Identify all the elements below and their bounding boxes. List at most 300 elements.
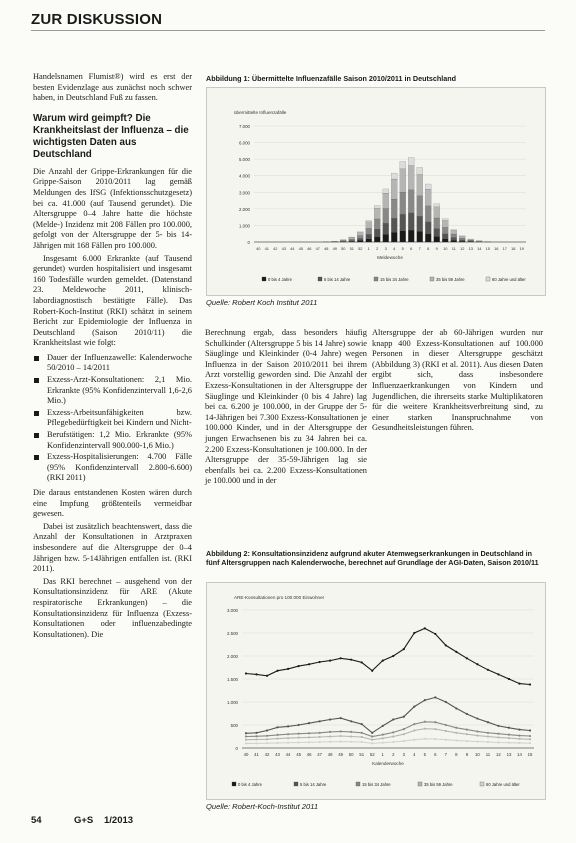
data-point [529,735,531,737]
data-point [350,720,352,722]
x-tick-label: 43 [281,246,286,251]
x-tick-label: 45 [296,752,301,757]
bar-segment [417,196,423,216]
bar-segment [408,230,414,242]
data-point [434,738,436,740]
data-point [319,732,321,734]
x-tick-label: 42 [273,246,278,251]
data-point [434,728,436,730]
data-point [287,733,289,735]
x-tick-label: 5 [401,246,404,251]
data-point [266,675,268,677]
data-point [529,742,531,744]
legend-swatch [418,782,422,786]
bar-segment [442,239,448,242]
paragraph-1: Die Anzahl der Grippe-Erkrankungen für die Grippe-Saison 2010/2011 lag gemäß Meldungen des IfSG (Infektionsschutzgesetz) bei ca. 41.000 (auf Tausend gerundet). Die Altersgruppe 0–4 Jahre hatte die höchste (Melde-) Inzidenz mit 208 Fällen pro 100.000, gefolgt von der Altersgruppe der 5- bis 14-Jährigen mit 168 Fällen pro 100.000. [33,166,192,250]
data-point [255,738,257,740]
list-item: Berufstätigen: 1,2 Mio. Erkrankte (95% Konfidenzintervall 900.000-1,6 Mio.) [33,430,192,451]
data-point [371,670,373,672]
data-point [392,731,394,733]
data-point [466,713,468,715]
legend-swatch [486,277,490,281]
data-point [329,741,331,743]
bar-segment [400,214,406,231]
data-point [487,735,489,737]
data-point [392,655,394,657]
y-tick-label: 1.500 [227,677,238,682]
legend-label: 35 bis 59 Jahre [436,277,465,282]
bar-segment [366,220,372,221]
data-point [445,701,447,703]
legend-label: 60 Jahre und älter [486,782,520,787]
data-point [308,663,310,665]
data-point [476,717,478,719]
x-tick-label: 44 [285,752,291,757]
data-point [466,733,468,735]
data-point [466,740,468,742]
x-tick-label: 47 [315,246,320,251]
bar-segment [374,206,380,209]
bar-segment [366,222,372,228]
x-axis-label: Kalenderwoche [372,761,404,766]
bar-segment [468,240,474,241]
data-point [497,725,499,727]
data-point [350,731,352,733]
x-tick-label: 8 [427,246,430,251]
y-tick-label: 2.000 [227,654,238,659]
bar-segment [425,189,431,206]
data-point [340,657,342,659]
legend-label: 60 Jahre und älter [492,277,526,282]
data-point [476,663,478,665]
burden-list [33,353,192,484]
data-point [518,734,520,736]
data-point [319,741,321,743]
data-point [245,735,247,737]
section-heading: Warum wird geimpft? Die Krankheitslast der Influenza – die wichtigsten Daten aus Deutschland [33,112,189,160]
bar-segment [417,167,423,174]
legend-label: 15 bis 34 Jahre [380,277,409,282]
series-line [246,697,530,733]
data-point [508,678,510,680]
middle-paragraph: Berechnung ergab, dass besonders häufig Schulkinder (Altersgruppe 5 bis 14 Jahre) sowie Säuglinge und Kleinkinder (0-4 Jahre) wegen Influenza in der Saison 2010/2011 bei ihrem Arzt vorstellig geworden sind. Die Anzahl der Exzess-Konsultationen in der Altersgruppe der Säuglinge und Kleinkinder (0 bis 4 Jahre) lag bei ca. 6.200 je 100.000, in der Gruppe der 5-14-Jährigen bei 7.300 Exzess-Konsultationen je 100.000 Kinder, und in der Altersgruppe der jungen Erwachsenen bis zu 34 Jahren bei ca. 2.200 Exzess-Konsultationen je 100.000. In der Altersgruppe der 35-59-Jährigen lag sie ebenfalls bei ca. 2.200 Exzess-Konsultationen je 100.000 und in der [205,328,367,486]
legend-swatch [294,782,298,786]
bar-segment [400,161,406,168]
paragraph-2: Insgesamt 6.000 Erkrankte (auf Tausend gerundet) wurden hospitalisiert und insgesamt 160 Todesfälle wurden gemeldet. (Datenstand 23. Meldewoche 2011, klinisch-labordiagnostisch bestätigte Fälle). Das Robert-Koch-Institut (RKI) schätzt in seinem Bericht zur Epidemiologie der Influenza in Deutschland (Saison 2010/11) die Krankheitslast wie folgt: [33,253,192,348]
y-tick-label: 7.000 [239,124,250,129]
left-column [33,72,192,642]
data-point [403,728,405,730]
data-point [340,735,342,737]
data-point [455,739,457,741]
x-tick-label: 49 [332,246,337,251]
bar-segment [400,231,406,242]
data-point [413,706,415,708]
bar-segment [434,229,440,237]
bar-segment [400,192,406,214]
data-point [413,632,415,634]
legend-label: 5 bis 14 Jahre [324,277,351,282]
data-point [255,742,257,744]
data-point [487,669,489,671]
legend-label: 15 bis 34 Jahre [362,782,391,787]
bar-segment [374,219,380,229]
bar-segment [374,237,380,242]
bar-segment [340,240,346,241]
data-point [266,729,268,731]
x-axis-label: Meldewoche [377,255,403,260]
data-point [508,737,510,739]
data-point [255,673,257,675]
bar-segment [383,209,389,224]
bar-segment [340,241,346,242]
y-tick-label: 5.000 [239,157,250,163]
bar-segment [417,216,423,231]
data-point [319,661,321,663]
data-point [508,734,510,736]
figure-1-source: Quelle: Robert Koch Institut 2011 [206,298,318,307]
x-tick-label: 8 [455,752,458,757]
right-column [372,328,543,436]
bar-segment [459,238,465,240]
bar-segment [383,234,389,242]
data-point [529,683,531,685]
bar-segment [357,232,363,233]
x-tick-label: 2 [392,752,395,757]
bar-segment [408,213,414,230]
legend-label: 35 bis 59 Jahre [424,782,453,787]
bar-segment [408,166,414,190]
data-point [392,735,394,737]
data-point [382,742,384,744]
x-tick-label: 50 [348,752,354,757]
bar-segment [383,223,389,234]
list-item: Exzess-Arbeitsunfähigkeiten bzw. Pflegebedürftigkeit bei Kindern und Nicht- [33,408,192,429]
data-point [371,732,373,734]
data-point [529,729,531,731]
bar-segment [442,234,448,239]
x-tick-label: 10 [443,246,448,251]
bar-segment [357,236,363,239]
x-tick-label: 52 [358,246,363,251]
x-tick-label: 41 [254,752,259,757]
data-point [508,727,510,729]
bar-segment [349,239,355,240]
y-tick-label: 4.000 [239,173,250,179]
x-tick-label: 7 [418,246,421,251]
data-point [329,735,331,737]
data-point [487,721,489,723]
data-point [508,742,510,744]
data-point [445,724,447,726]
data-point [276,742,278,744]
bar-segment [442,219,448,221]
x-tick-label: 49 [338,752,344,757]
page-number: 54 [31,815,42,826]
data-point [455,707,457,709]
bar-segment [417,174,423,195]
x-tick-label: 52 [369,752,375,757]
bar-segment [383,193,389,208]
bar-segment [451,230,457,234]
x-tick-label: 4 [413,752,416,757]
bar-segment [451,234,457,237]
data-point [245,732,247,734]
data-point [308,741,310,743]
bar-segment [357,241,363,242]
bar-segment [349,240,355,241]
data-point [434,696,436,698]
data-point [497,736,499,738]
data-point [476,734,478,736]
data-point [340,730,342,732]
data-point [329,660,331,662]
list-item: Exzess-Hospitalisierungen: 4.700 Fälle (95% Konfidenzintervall 2.800-6.600) (RKI 2011) [33,452,192,484]
header-rule [31,30,545,31]
x-tick-label: 41 [264,246,269,251]
legend-swatch [232,782,236,786]
data-point [392,741,394,743]
figure-2-chart [206,582,544,798]
bar-segment [459,241,465,242]
paragraph-3: Die daraus entstandenen Kosten wären durch eine Impfung größtenteils vermeidbar gewesen. [33,488,192,519]
bar-segment [468,241,474,242]
bar-segment [400,169,406,192]
data-point [255,735,257,737]
bar-segment [459,236,465,238]
data-point [518,742,520,744]
x-tick-label: 50 [341,246,346,251]
y-axis-label: ARE-Konsultationen pro 100.000 Einwohner [234,595,325,600]
data-point [371,742,373,744]
data-point [361,741,363,743]
bar-segment [391,199,397,218]
data-point [424,738,426,740]
list-item: Dauer der Influenzawelle: Kalenderwoche 50/2010 – 14/2011 [33,353,192,374]
y-tick-label: 500 [230,723,238,728]
x-tick-label: 6 [410,246,413,251]
x-tick-label: 3 [384,246,387,251]
x-tick-label: 16 [494,246,499,251]
data-point [424,699,426,701]
data-point [413,739,415,741]
bar-segment [451,230,457,231]
data-point [403,740,405,742]
bar-segment [434,218,440,229]
data-point [413,729,415,731]
x-tick-label: 45 [298,246,303,251]
data-point [308,722,310,724]
data-point [413,723,415,725]
x-tick-label: 14 [477,246,482,251]
data-point [518,738,520,740]
x-tick-label: 43 [275,752,280,757]
bar-segment [391,232,397,242]
data-point [476,740,478,742]
bar-segment [366,228,372,234]
data-point [350,659,352,661]
x-tick-label: 4 [393,246,396,251]
data-point [297,724,299,726]
paragraph-5: Das RKI berechnet – ausgehend von der Konsultationsinzidenz für ARE (Akute respiratorische Erkrankungen) – die Konsultationsinzidenz für Influenza (Exzess-Konsultationen oder influenzabedingte Konsultationen). Die [33,576,192,639]
bar-segment [357,233,363,236]
figure-2-source: Quelle: Robert-Koch-Institut 2011 [206,802,319,811]
x-tick-label: 19 [519,246,524,251]
data-point [266,742,268,744]
data-point [466,729,468,731]
data-point [476,730,478,732]
bar-segment [357,238,363,240]
x-tick-label: 6 [434,752,437,757]
x-tick-label: 48 [327,752,333,757]
data-point [518,683,520,685]
data-point [350,735,352,737]
data-point [424,728,426,730]
bar-segment [434,207,440,218]
bar-segment [442,220,448,227]
bar-segment [383,189,389,193]
data-point [518,729,520,731]
data-point [266,735,268,737]
x-tick-label: 40 [243,752,249,757]
x-tick-label: 47 [317,752,323,757]
bar-segment [374,229,380,237]
bar-segment [451,240,457,242]
x-tick-label: 1 [381,752,384,757]
data-point [287,725,289,727]
data-point [497,741,499,743]
y-tick-label: 1.000 [227,700,238,705]
x-tick-label: 11 [451,246,456,251]
data-point [403,716,405,718]
x-tick-label: 12 [460,246,465,251]
data-point [255,732,257,734]
x-tick-label: 1 [367,246,370,251]
data-point [340,740,342,742]
data-point [287,737,289,739]
data-point [319,720,321,722]
data-point [382,660,384,662]
data-point [497,673,499,675]
data-point [245,672,247,674]
legend-label: 0 bis 4 Jahre [238,782,262,787]
data-point [319,736,321,738]
data-point [276,737,278,739]
y-tick-label: 2.000 [239,206,250,212]
data-point [371,735,373,737]
bar-segment [451,238,457,241]
list-item: Exzess-Arzt-Konsultationen: 2,1 Mio. Erkrankte (95% Konfidenzintervall 1,6-2,6 Mio.) [33,375,192,407]
data-point [455,651,457,653]
data-point [297,733,299,735]
figure-2-title: Abbildung 2: Konsultationsinzidenz aufgrund akuter Atemwegserkrankungen in Deutschland in fünf Altersgruppen nach Kalenderwoche, berechnet auf Grundlage der AGI-Daten, Saison 2010/11 [206,549,539,567]
data-point [392,718,394,720]
x-tick-label: 7 [444,752,448,757]
legend-swatch [480,782,484,786]
bar-segment [391,218,397,232]
data-point [424,721,426,723]
figure-1-title: Abbildung 1: Übermittelte Influenzafälle Saison 2010/2011 in Deutschland [206,74,457,83]
data-point [245,739,247,741]
data-point [497,733,499,735]
x-tick-label: 44 [290,246,295,251]
data-point [350,741,352,743]
data-point [455,727,457,729]
data-point [424,627,426,629]
x-tick-label: 46 [306,752,312,757]
bar-segment [434,237,440,242]
x-tick-label: 13 [506,752,512,757]
bar-segment [349,238,355,239]
section-header: ZUR DISKUSSION [31,11,163,28]
paragraph-4: Dabei ist zusätzlich beachtenswert, dass die Anzahl der Konsultationen in Arztpraxen insbesondere auf die Altersgruppe der 0–4 Jährigen bzw. 5-14Jährigen entfallen ist. (RKI 2011). [33,521,192,574]
bar-segment [468,239,474,240]
bar-segment [425,184,431,189]
data-point [361,732,363,734]
bar-segment [366,234,372,239]
data-point [466,657,468,659]
x-tick-label: 13 [468,246,473,251]
data-point [434,633,436,635]
data-point [276,734,278,736]
y-tick-label: 3.000 [239,190,250,196]
data-point [529,738,531,740]
x-tick-label: 12 [496,752,501,757]
bar-segment [408,157,414,165]
data-point [445,739,447,741]
data-point [266,738,268,740]
data-point [382,737,384,739]
legend-swatch [430,277,434,281]
data-point [340,717,342,719]
bar-segment [425,234,431,242]
legend-swatch [356,782,360,786]
right-paragraph: Altersgruppe der ab 60-Jährigen wurden nur knapp 400 Exzess-Konsultationen auf 100.000 Personen in dieser Altersgruppe geschätzt (Abbildung 3) (RKI et al. 2011). Aus diesen Daten ergibt sich, dass insbesondere Influenzaerkrankungen von Kindern und Jugendlichen, die ihrerseits starke Multiplikatoren für die weitere Krankheitsverbreitung sind, zu einer starken Inanspruchnahme von Gesundheitsleistungen führen. [372,328,543,433]
bar-segment [417,231,423,242]
x-tick-label: 46 [307,246,312,251]
data-point [329,731,331,733]
intro-paragraph: Handelsnamen Flumist®) wird es erst der besten Evidenzlage aus zunächst noch schwer haben, in Deutschland Fuß zu fassen. [33,72,192,103]
middle-column [205,328,367,489]
bar-segment [391,179,397,199]
data-point [297,737,299,739]
bar-segment [366,239,372,242]
data-point [276,670,278,672]
data-point [329,718,331,720]
data-point [361,736,363,738]
y-tick-label: 0 [235,746,238,751]
x-tick-label: 5 [423,752,427,757]
bar-segment [459,240,465,241]
x-tick-label: 11 [485,752,491,757]
bar-segment [425,222,431,234]
data-point [403,648,405,650]
bar-segment [434,204,440,207]
bar-segment [391,173,397,179]
y-tick-label: 0 [247,240,250,245]
journal-issue: 1/2013 [104,815,134,826]
legend-swatch [262,277,266,281]
x-tick-label: 18 [511,246,516,251]
data-point [308,732,310,734]
x-tick-label: 40 [256,246,261,251]
data-point [434,721,436,723]
legend-label: 5 bis 14 Jahre [300,782,327,787]
data-point [487,741,489,743]
x-tick-label: 17 [502,246,507,251]
bar-segment [425,206,431,222]
data-point [361,723,363,725]
